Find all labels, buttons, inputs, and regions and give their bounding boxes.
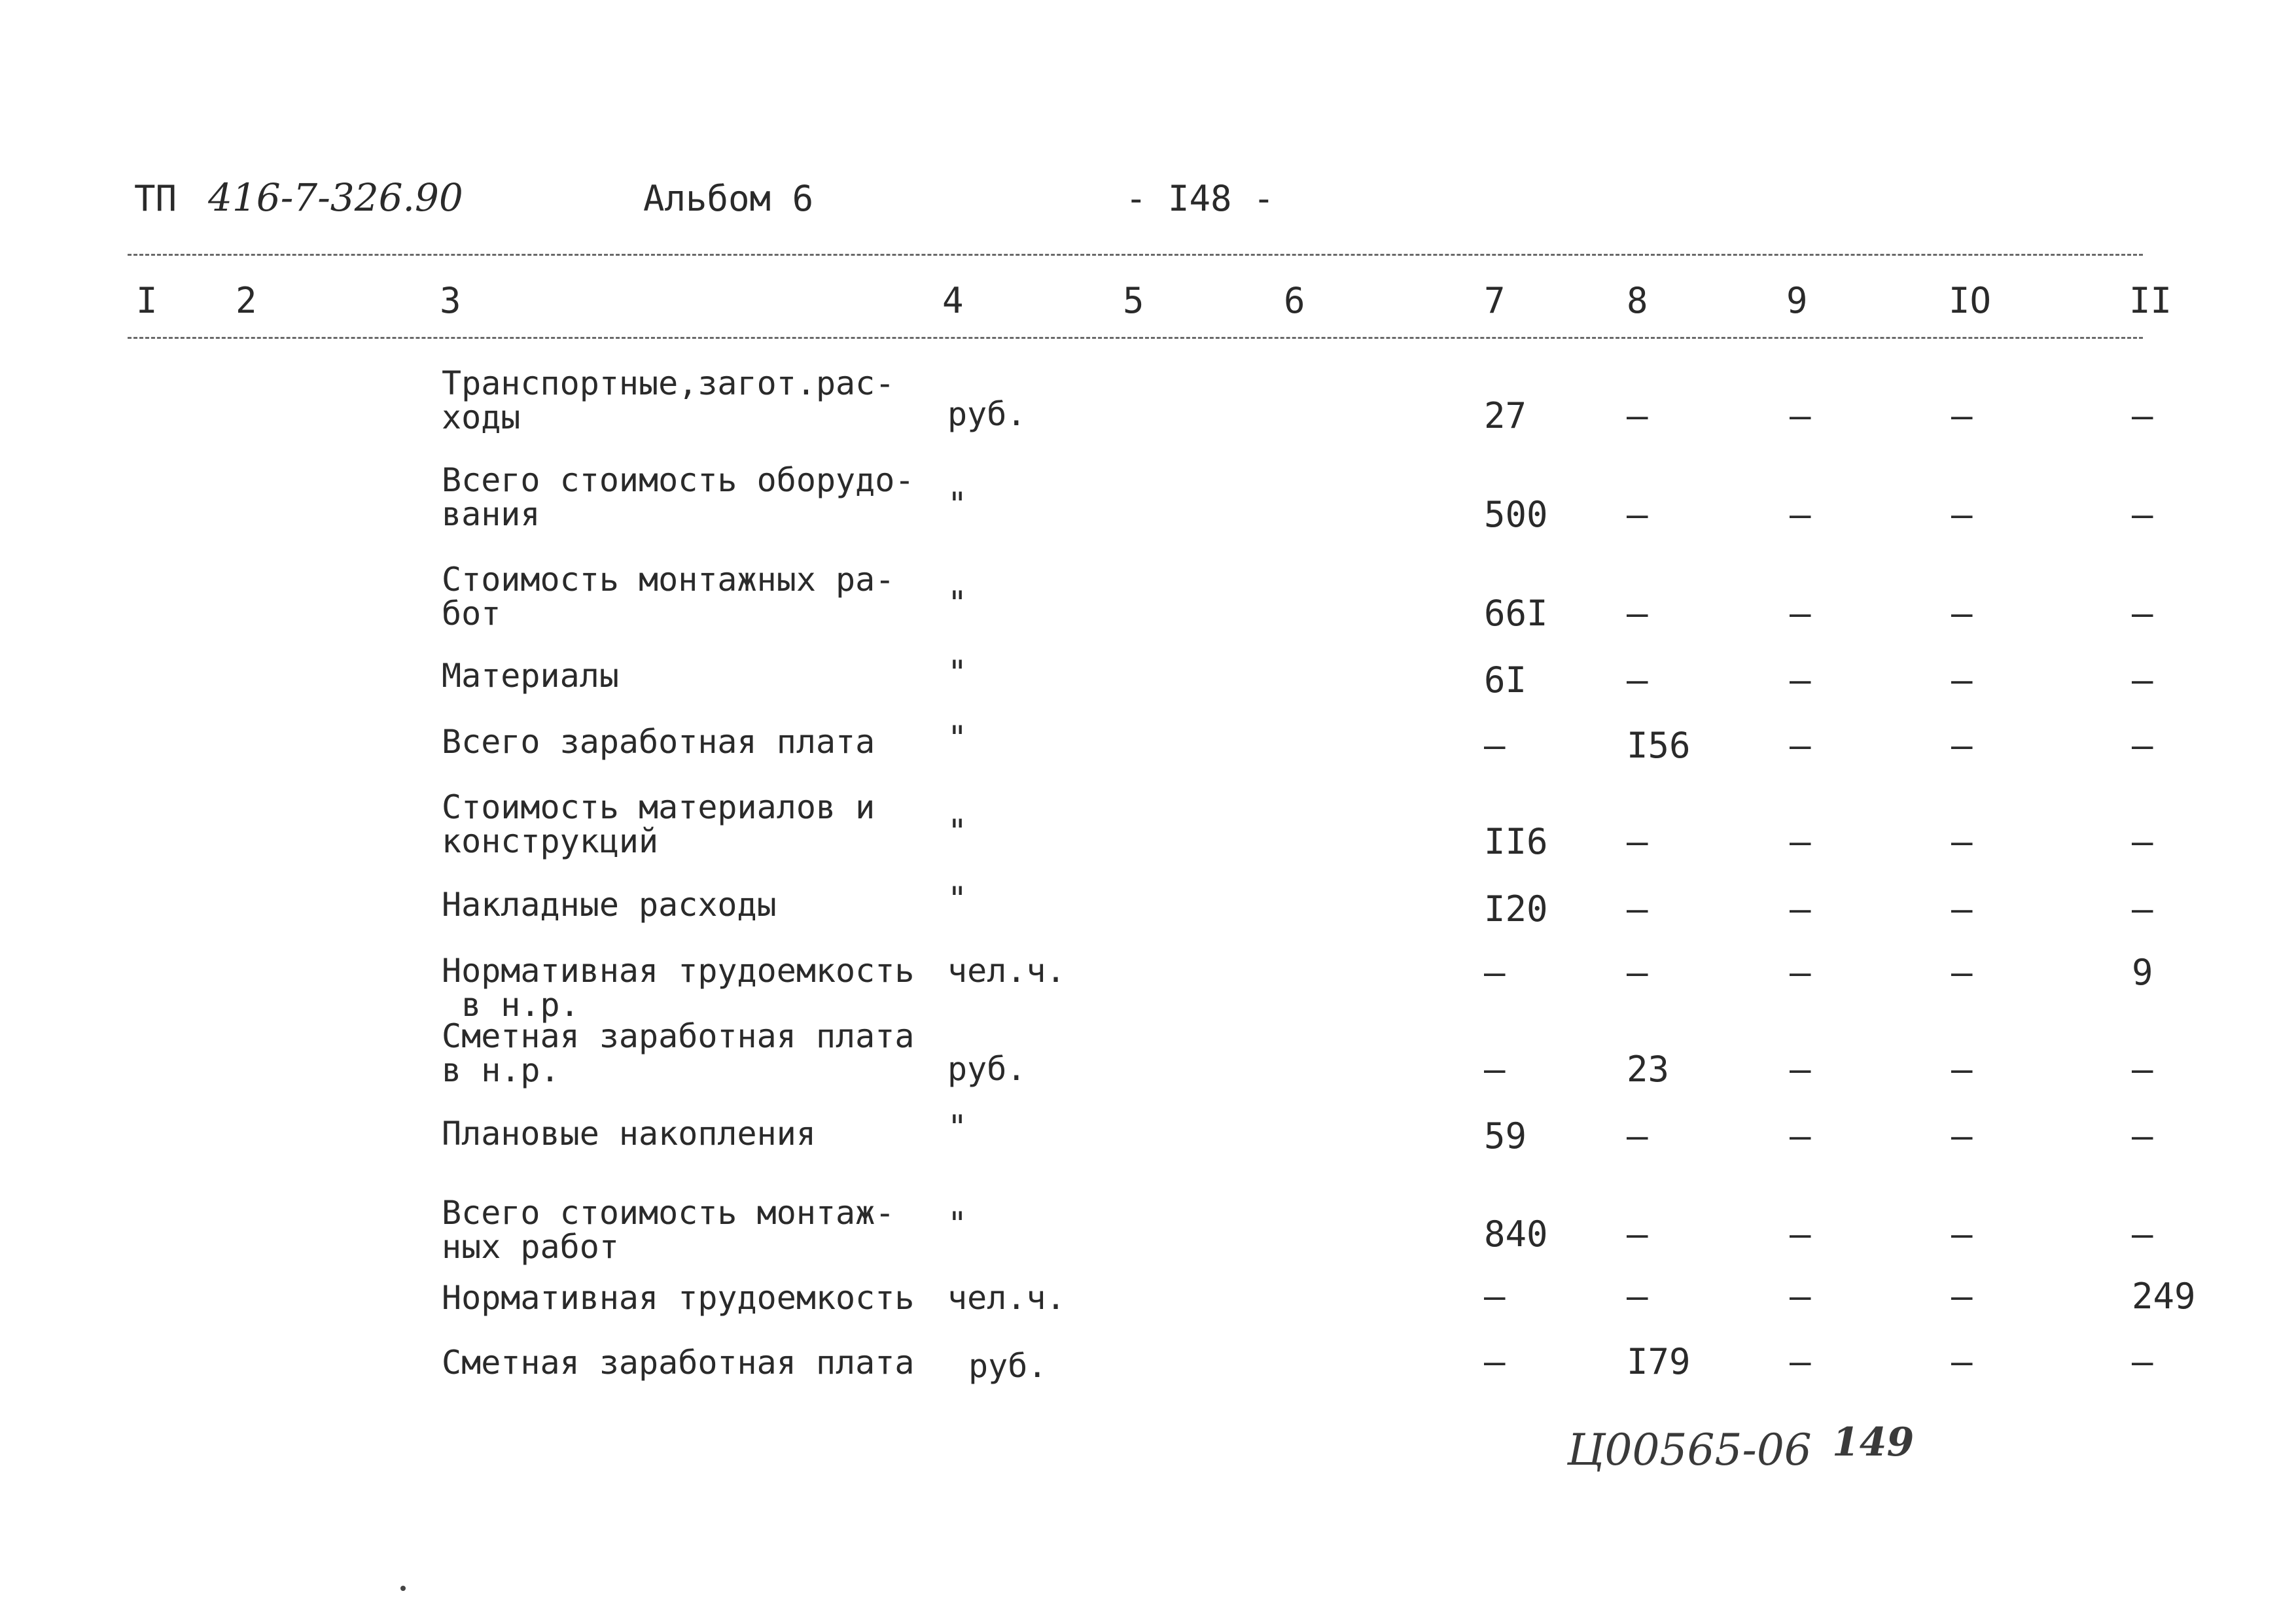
row-cell-c7: – [1484, 952, 1506, 993]
row-cell-c10: – [1951, 659, 1973, 701]
col-5: 5 [1123, 280, 1144, 321]
speck [400, 1586, 406, 1591]
col-2: 2 [236, 280, 257, 321]
header-rule-bottom [128, 337, 2143, 339]
row-cell-c8: – [1627, 593, 1648, 634]
row-unit: руб. [947, 395, 1027, 433]
row-cell-c8: I56 [1627, 725, 1691, 766]
row-cell-c11: – [2132, 821, 2153, 862]
row-cell-c10: – [1951, 593, 1973, 634]
row-cell-c9: – [1790, 1276, 1811, 1317]
col-7: 7 [1484, 280, 1506, 321]
row-cell-c10: – [1951, 725, 1973, 766]
row-cell-c9: – [1790, 725, 1811, 766]
row-unit: руб. [947, 1050, 1027, 1088]
row-cell-c11: 9 [2132, 952, 2153, 993]
row-cell-c9: – [1790, 821, 1811, 862]
row-cell-c9: – [1790, 1049, 1811, 1090]
row-cell-c10: – [1951, 1276, 1973, 1317]
col-8: 8 [1627, 280, 1648, 321]
col-4: 4 [942, 280, 964, 321]
doc-prefix: ТП [134, 178, 177, 219]
page-number: - I48 - [1125, 178, 1275, 219]
row-cell-c8: – [1627, 821, 1648, 862]
row-cell-c7: 500 [1484, 494, 1548, 535]
row-name: Всего стоимость оборудо- вания [442, 461, 915, 533]
row-cell-c8: – [1627, 659, 1648, 701]
row-cell-c10: – [1951, 1049, 1973, 1090]
doc-number: 416-7-326.90 [208, 175, 463, 220]
row-unit: руб. [968, 1347, 1048, 1385]
row-cell-c7: – [1484, 725, 1506, 766]
row-name: Стоимость материалов и конструкций [442, 788, 875, 860]
row-cell-c10: – [1951, 395, 1973, 436]
row-cell-c7: 27 [1484, 395, 1527, 436]
row-cell-c11: – [2132, 1115, 2153, 1157]
row-cell-c8: – [1627, 888, 1648, 930]
row-name: Всего заработная плата [442, 723, 875, 761]
row-unit: " [947, 1108, 968, 1146]
row-cell-c7: 59 [1484, 1115, 1527, 1157]
col-3: 3 [440, 280, 461, 321]
row-cell-c10: – [1951, 1341, 1973, 1382]
row-name: Всего стоимость монтаж- ных работ [442, 1194, 895, 1266]
row-cell-c9: – [1790, 659, 1811, 701]
row-cell-c11: – [2132, 1213, 2153, 1255]
row-unit: " [947, 812, 968, 850]
row-cell-c10: – [1951, 952, 1973, 993]
row-cell-c9: – [1790, 952, 1811, 993]
row-name: Стоимость монтажных ра- бот [442, 561, 895, 633]
row-cell-c8: I79 [1627, 1341, 1691, 1382]
stamp-number: 149 [1832, 1420, 1915, 1465]
row-cell-c9: – [1790, 395, 1811, 436]
row-name: Нормативная трудоемкость [442, 1279, 915, 1317]
row-cell-c7: 6I [1484, 659, 1527, 701]
row-cell-c9: – [1790, 1213, 1811, 1255]
row-name: Сметная заработная плата в н.р. [442, 1017, 915, 1089]
row-cell-c9: – [1790, 1341, 1811, 1382]
row-cell-c9: – [1790, 494, 1811, 535]
row-cell-c11: 249 [2132, 1276, 2196, 1317]
row-unit: чел.ч. [947, 952, 1066, 990]
row-cell-c10: – [1951, 1213, 1973, 1255]
row-cell-c7: I20 [1484, 888, 1548, 930]
row-cell-c8: – [1627, 494, 1648, 535]
row-cell-c10: – [1951, 888, 1973, 930]
row-name: Нормативная трудоемкость в н.р. [442, 952, 915, 1024]
row-cell-c10: – [1951, 821, 1973, 862]
row-name: Плановые накопления [442, 1115, 816, 1153]
col-10: IO [1949, 280, 1992, 321]
row-cell-c10: – [1951, 494, 1973, 535]
row-cell-c8: – [1627, 395, 1648, 436]
row-name: Сметная заработная плата [442, 1344, 915, 1382]
row-cell-c11: – [2132, 659, 2153, 701]
row-cell-c11: – [2132, 888, 2153, 930]
col-1: I [136, 280, 158, 321]
row-unit: " [947, 584, 968, 622]
row-cell-c7: – [1484, 1341, 1506, 1382]
row-cell-c7: 840 [1484, 1213, 1548, 1255]
row-cell-c8: – [1627, 1276, 1648, 1317]
row-cell-c8: 23 [1627, 1049, 1670, 1090]
row-cell-c7: – [1484, 1049, 1506, 1090]
row-cell-c9: – [1790, 593, 1811, 634]
row-cell-c11: – [2132, 494, 2153, 535]
row-cell-c7: – [1484, 1276, 1506, 1317]
row-cell-c11: – [2132, 593, 2153, 634]
stamp-code: Ц00565-06 [1567, 1425, 1812, 1475]
row-name: Транспортные,загот.рас- ходы [442, 364, 895, 436]
row-cell-c10: – [1951, 1115, 1973, 1157]
row-unit: " [947, 719, 968, 757]
row-cell-c11: – [2132, 395, 2153, 436]
row-cell-c9: – [1790, 1115, 1811, 1157]
row-cell-c8: – [1627, 952, 1648, 993]
row-unit: " [947, 1205, 968, 1243]
row-cell-c9: – [1790, 888, 1811, 930]
row-cell-c11: – [2132, 725, 2153, 766]
row-cell-c7: 66I [1484, 593, 1548, 634]
row-cell-c7: II6 [1484, 821, 1548, 862]
row-unit: " [947, 654, 968, 691]
col-9: 9 [1786, 280, 1808, 321]
row-cell-c8: – [1627, 1115, 1648, 1157]
header-rule-top [128, 254, 2143, 256]
row-cell-c11: – [2132, 1049, 2153, 1090]
row-name: Материалы [442, 657, 619, 695]
row-unit: " [947, 880, 968, 918]
col-11: II [2129, 280, 2172, 321]
row-unit: чел.ч. [947, 1279, 1066, 1317]
album-label: Альбом 6 [643, 178, 814, 219]
row-cell-c8: – [1627, 1213, 1648, 1255]
col-6: 6 [1284, 280, 1305, 321]
row-name: Накладные расходы [442, 886, 777, 924]
row-cell-c11: – [2132, 1341, 2153, 1382]
row-unit: " [947, 485, 968, 523]
